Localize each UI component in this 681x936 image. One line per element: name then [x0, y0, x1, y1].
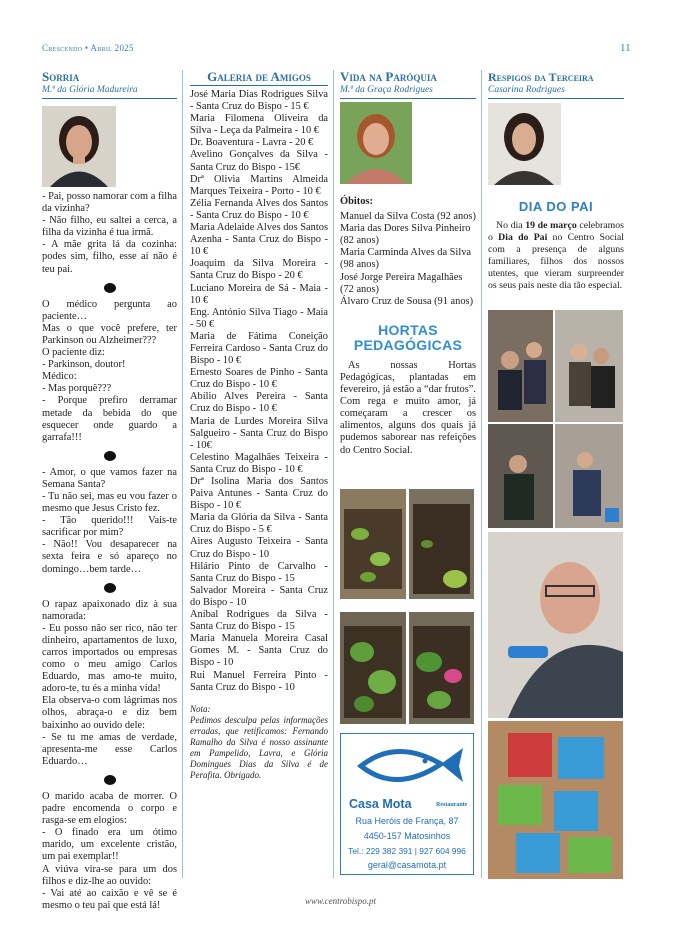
galeria-column — [190, 70, 328, 781]
joke: O rapaz apaixonado diz à sua namorada: - Eu posso não ser rico, não ter dinheiro, apartamentos de luxo, carros importados ou empresas como o meu amigo Carlos Eduardo, mas amo-te muito, adoro-te, tu és a minha vida! Ela observa-o com lágrimas nos olhos, abraça-o e diz bem baixinho ao ouvido dele: - Se tu me amas de verdade, apresenta-me esse Carlos Eduardo… — [42, 598, 177, 767]
joke: - Pai, posso namorar com a filha da vizinha? - Não filho, eu saltei a cerca, a filha da vizinha é tua irmã. - A mãe grita lá da cozinha: podes sim, filho, esse aí não é teu pai. — [42, 191, 177, 275]
garden-photo — [409, 489, 474, 599]
ad-postal: 4450-157 Matosinhos — [363, 831, 451, 841]
dia-pai-title: DIA DO PAI — [518, 199, 594, 214]
galeria-note — [190, 704, 328, 781]
vida-title: Vida na Paróquia — [340, 69, 437, 84]
note-label: Nota: — [190, 703, 211, 714]
dia-pai-text-part: no Centro Social com a presença de alguns familiares, filhos dos nossos utentes, que vieram surpreender os seus pais neste dia tão especial. — [488, 231, 625, 291]
note-text: Pedimos desculpa pelas informações erradas, que retificamos: Fernando Ramalho da Silva é nosso assinante em Pampelido, Lavra, e Glória Domingues Dias da Silva é de Perafita. Obrigado. — [190, 714, 328, 780]
sorria-author: M.ª da Glória Madureira — [42, 84, 177, 99]
garden-photo — [340, 489, 406, 599]
sorria-column — [42, 70, 177, 912]
ad-address: Rua Heróis de França, 87 — [355, 816, 459, 826]
dia-pai-text-part: No dia — [496, 220, 526, 231]
separator-dot — [104, 451, 116, 461]
hortas-title — [340, 323, 476, 353]
separator-dot — [104, 283, 116, 293]
column-divider — [333, 70, 334, 878]
dia-pai-text-part: celebramos o — [488, 220, 624, 243]
column-divider — [182, 70, 183, 878]
ad-name: Casa Mota — [349, 797, 412, 811]
separator-dot — [104, 583, 116, 593]
separator-dot — [104, 775, 116, 785]
event-photo — [488, 424, 553, 528]
vida-column — [340, 70, 476, 457]
footer-url: www.centrobispo.pt — [304, 896, 376, 906]
issue-header: Crescendo • Abril 2025 — [42, 43, 134, 53]
page-number: 11 — [620, 42, 631, 54]
fish-logo-icon — [341, 736, 472, 796]
dia-pai-event: Dia do Pai — [498, 231, 548, 243]
event-photo — [488, 310, 553, 422]
respigos-column — [488, 70, 624, 291]
obitos-label: Óbitos: — [340, 196, 373, 207]
joke: - Amor, o que vamos fazer na Semana Santa? - Tu não sei, mas eu vou fazer o mesmo que Jesus Cristo fez. - Tão querido!!! Vais-te sacrificar por mim? - Não!! Vou desaparecer na sexta feira e só apareço no domingo…bem tarde… — [42, 466, 177, 575]
hortas-text: As nossas Hortas Pedagógicas, plantadas em fevereiro, já estão a “dar frutos”. Com rega e muito amor, já começaram a crescer os alimentos, alguns dos quais já pudemos saborear nas refeições do Centro Social. — [340, 359, 476, 456]
ad-phone: Tel.: 229 382 391 | 927 604 996 — [348, 846, 466, 856]
event-photo — [555, 310, 623, 422]
event-photo — [488, 721, 623, 879]
donor-list: José Maria Dias Rodrigues Silva - Santa Cruz do Bispo - 15 € Maria Filomena Oliveira da Silva - Leça da Palmeira - 10 € Dr. Boaventura - Lavra - 20 € Avelino Gonçalves da Silva - Santa Cruz do Bispo - 15€ Drª Olivia Martins Almeida Marques Teixeira - Porto - 10 € Zélia Fernanda Alves dos Santos - Santa Cruz do Bispo - 10 € Maria Adelaide Alves dos Santos Azenha - Santa Cruz do Bispo - 10 € Joaquim da Silva Moreira - Santa Cruz do Bispo - 20 € Luciano Moreira de Sá - Maia - 10 € Eng. António Silva Tiago - Maia - 50 € Maria de Fátima Coneição Ferreira Cardoso - Santa Cruz do Bispo - 10 € Ernesto Soares de Pinho - Santa Cruz do Bispo - 10 € Abílio Alves Pereira - Santa Cruz do Bispo - 10 € Maria de Lurdes Moreira Silva Salgueiro - Santa Cruz do Bispo - 10€ Celestino Magalhães Teixeira - Santa Cruz do Bispo - 10 € Drª Isolina Maria dos Santos Paiva Antunes - Santa Cruz do Bispo - 10 € Maria da Glória da Silva - Santa Cruz do Bispo - 5 € Aires Augusto Teixeira - Santa Cruz do Bispo - 10 Hilário Pinto de Carvalho - Santa Cruz do Bispo - 15 Salvador Moreira - Santa Cruz do Bispo - 10 Aníbal Rodrigues da Silva - Santa Cruz do Bispo - 15 Maria Manuela Moreira Casal Gomes M. - Santa Cruz do Bispo - 10 Rui Manuel Ferreira Pinto - Santa Cruz do Bispo - 10 — [190, 89, 328, 693]
hortas-title-line2: PEDAGÓGICAS — [353, 336, 463, 353]
joke: O marido acaba de morrer. O padre encomenda o corpo e rasga-se em elogios: - O finado era um ótimo marido, um excelente cristão, um pai exemplar!! A viúva vira-se para um dos filhos e diz-lhe ao ouvido: - Vai até ao caixão e vê se é mesmo o teu pai que está lá! — [42, 790, 177, 911]
vida-author: M.ª da Graça Rodrigues — [340, 84, 476, 99]
respigos-title: Respigos da Terceira — [488, 70, 594, 84]
casa-mota-ad — [340, 733, 474, 875]
author-photo — [488, 103, 561, 185]
ad-email: geral@casamota.pt — [367, 860, 447, 870]
jokes-list — [42, 191, 177, 912]
respigos-author: Casarina Rodrigues — [488, 84, 624, 99]
column-divider — [481, 70, 482, 878]
ad-subtitle: Restaurante — [436, 802, 468, 808]
obitos-list: Manuel da Silva Costa (92 anos) Maria das Dores Silva Pinheiro (82 anos) Maria Carminda Alves da Silva (98 anos) José Jorge Pereira Magalhães (72 anos) Álvaro Cruz de Sousa (91 anos) — [340, 211, 476, 307]
dia-pai-date: 19 de março — [525, 220, 577, 231]
galeria-title: Galeria de Amigos — [190, 70, 328, 86]
sorria-title: Sorria — [42, 69, 80, 84]
joke: O médico pergunta ao paciente… Mas o que você prefere, ter Parkinson ou Alzheimer??? O paciente diz: - Parkinson, doutor! Médico: - Mas porquê??? - Porque prefiro derramar metade da bebida do que esquecer onde guardo a garrafa!!! — [42, 298, 177, 443]
garden-photo — [340, 612, 406, 724]
author-photo — [42, 106, 116, 187]
garden-photo — [409, 612, 474, 724]
author-photo — [340, 102, 412, 184]
event-photo — [488, 532, 623, 718]
dia-pai-text — [488, 220, 624, 291]
hortas-title-line1: HORTAS — [378, 321, 438, 338]
event-photo — [555, 424, 623, 528]
